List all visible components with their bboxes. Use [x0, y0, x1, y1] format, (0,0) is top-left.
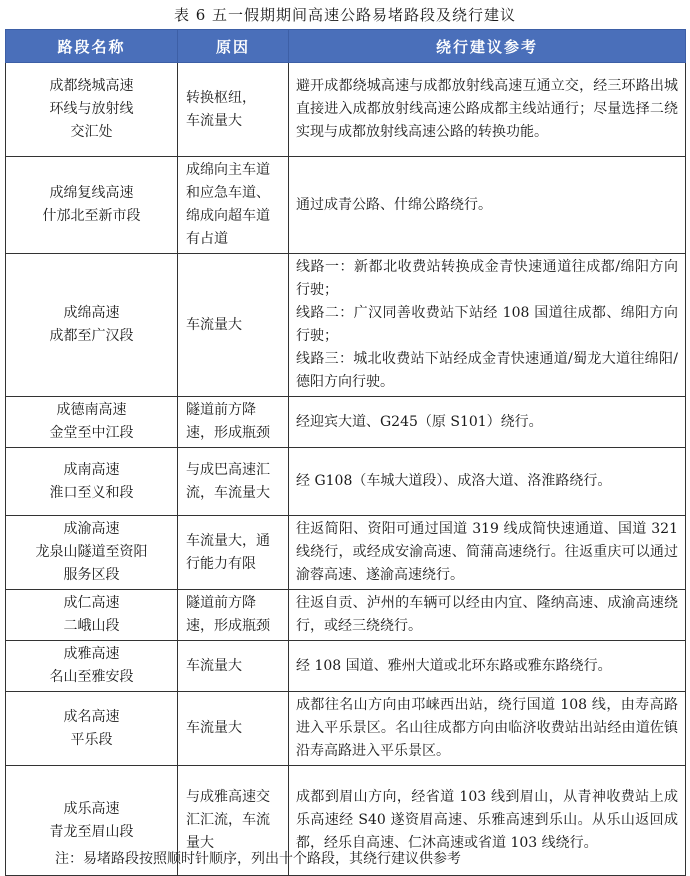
advice-cell: 通过成青公路、什绵公路绕行。 [289, 157, 686, 254]
segment-name-cell: 成南高速 淮口至义和段 [6, 448, 178, 516]
advice-cell: 成都到眉山方向，经省道 103 线到眉山，从青神收费站上成乐高速经 S40 遂资眉高速、乐雅高速到乐山。从乐山返回成都，经乐自高速、仁沐高速或省道 103 线绕行。 [289, 766, 686, 876]
table-row [6, 516, 686, 590]
footnote: 注：易堵路段按照顺时针顺序，列出十个路段，其绕行建议供参考 [55, 851, 461, 867]
reason-cell: 车流量大 [178, 254, 289, 397]
reason-cell: 成绵向主车道和应急车道、绵成向超车道有占道 [178, 157, 289, 254]
reason-cell: 车流量大 [178, 641, 289, 692]
segment-name-cell: 成绵高速 成都至广汉段 [6, 254, 178, 397]
header-reason: 原因 [178, 30, 289, 63]
segment-name-cell: 成都绕城高速 环线与放射线 交汇处 [6, 63, 178, 157]
advice-cell: 避开成都绕城高速与成都放射线高速互通立交，经三环路出城直接进入成都放射线高速公路成都主线站通行；尽量选择二绕实现与成都放射线高速公路的转换功能。 [289, 63, 686, 157]
table-row [6, 254, 686, 397]
reason-cell: 车流量大，通行能力有限 [178, 516, 289, 590]
reason-cell: 转换枢纽， 车流量大 [178, 63, 289, 157]
advice-cell: 往返自贡、泸州的车辆可以经由内宜、隆纳高速、成渝高速绕行，或经三绕绕行。 [289, 590, 686, 641]
table-row [6, 641, 686, 692]
segment-name-cell: 成绵复线高速 什邡北至新市段 [6, 157, 178, 254]
segment-name-cell: 成渝高速 龙泉山隧道至资阳 服务区段 [6, 516, 178, 590]
advice-cell: 经 108 国道、雅州大道或北环东路或雅东路绕行。 [289, 641, 686, 692]
header-advice: 绕行建议参考 [289, 30, 686, 63]
advice-cell: 经迎宾大道、G245（原 S101）绕行。 [289, 397, 686, 448]
segment-name-cell: 成雅高速 名山至雅安段 [6, 641, 178, 692]
table-row [6, 590, 686, 641]
header-name: 路段名称 [6, 30, 178, 63]
advice-cell: 线路一：新都北收费站转换成金青快速通道往成都/绵阳方向行驶； 线路二：广汉同善收费站下站经 108 国道往成都、绵阳方向行驶； 线路三：城北收费站下站经成金青快速通道/蜀龙大道往绵阳/德阳方向行驶。 [289, 254, 686, 397]
header-row [6, 30, 686, 63]
table-body [6, 63, 686, 876]
advice-cell: 往返简阳、资阳可通过国道 319 线成简快速通道、国道 321 线绕行，或经成安渝高速、简蒲高速绕行。往返重庆可以通过渝蓉高速、遂渝高速绕行。 [289, 516, 686, 590]
table-row [6, 448, 686, 516]
segment-name-cell: 成德南高速 金堂至中江段 [6, 397, 178, 448]
reason-cell: 与成巴高速汇流，车流量大 [178, 448, 289, 516]
reason-cell: 隧道前方降速，形成瓶颈 [178, 397, 289, 448]
segment-name-cell: 成仁高速 二峨山段 [6, 590, 178, 641]
segment-name-cell: 成乐高速 青龙至眉山段 [6, 766, 178, 876]
table-row [6, 157, 686, 254]
reason-cell: 隧道前方降速，形成瓶颈 [178, 590, 289, 641]
table-row [6, 692, 686, 766]
reason-cell: 与成雅高速交汇汇流，车流量大 [178, 766, 289, 876]
reason-cell: 车流量大 [178, 692, 289, 766]
advice-cell: 成都往名山方向由邛崃西出站，绕行国道 108 线，由寿高路进入平乐景区。名山往成都方向由临济收费站出站经由道佐镇沿寿高路进入平乐景区。 [289, 692, 686, 766]
table-title: 表 6 五一假期期间高速公路易堵路段及绕行建议 [173, 6, 517, 24]
advice-cell: 经 G108（车城大道段）、成洛大道、洛淮路绕行。 [289, 448, 686, 516]
table-row [6, 63, 686, 157]
detour-table [5, 29, 686, 876]
segment-name-cell: 成名高速 平乐段 [6, 692, 178, 766]
table-row [6, 397, 686, 448]
